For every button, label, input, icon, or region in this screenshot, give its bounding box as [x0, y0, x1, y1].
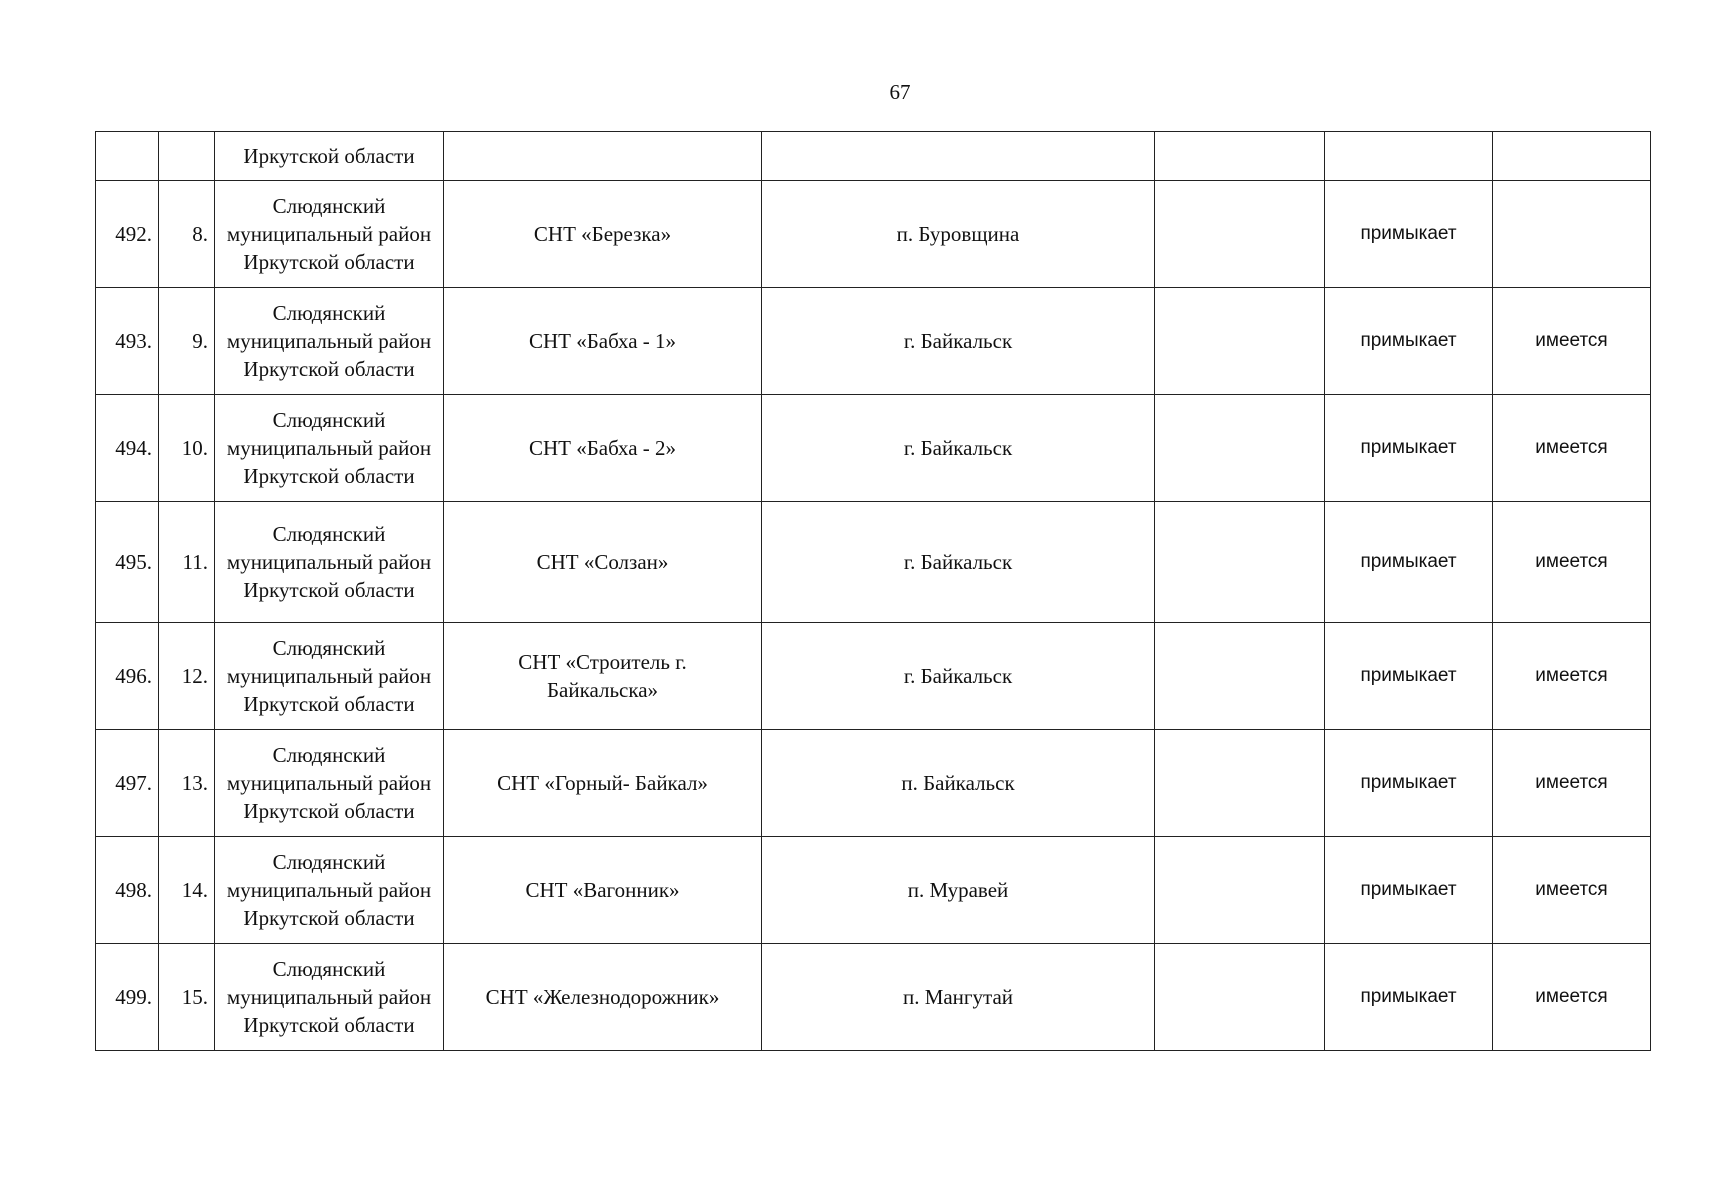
cell-district [215, 730, 444, 837]
cell-name-line: СНТ «Горный- Байкал» [497, 771, 708, 795]
cell-availability: имеется [1493, 288, 1651, 395]
cell-name [444, 730, 762, 837]
cell-name [444, 502, 762, 623]
cell-availability [1493, 181, 1651, 288]
cell-district [215, 837, 444, 944]
registry-table [95, 131, 1651, 1051]
cell-district-line: Иркутской области [243, 799, 415, 823]
page-number: 67 [889, 80, 911, 104]
cell-no: 498. [96, 837, 159, 944]
cell-district [215, 395, 444, 502]
cell-district [215, 502, 444, 623]
cell-index [159, 132, 215, 181]
cell-adjacency: примыкает [1325, 502, 1493, 623]
cell-empty [1155, 502, 1325, 623]
cell-no: 499. [96, 944, 159, 1051]
cell-index: 14. [159, 837, 215, 944]
cell-name [444, 837, 762, 944]
table-row [96, 944, 1651, 1051]
cell-no: 494. [96, 395, 159, 502]
table-row [96, 730, 1651, 837]
cell-empty [1155, 132, 1325, 181]
table-row [96, 502, 1651, 623]
cell-district-line: Иркутской области [243, 906, 415, 930]
cell-place: г. Байкальск [762, 288, 1155, 395]
cell-empty [1155, 730, 1325, 837]
cell-district-line: Слюдянский [272, 522, 386, 546]
cell-empty [1155, 623, 1325, 730]
cell-district: Иркутской области [215, 132, 444, 181]
cell-district [215, 288, 444, 395]
cell-district-line: муниципальный район [226, 985, 432, 1009]
table-row [96, 395, 1651, 502]
cell-district-line: Слюдянский [272, 957, 386, 981]
cell-availability: имеется [1493, 730, 1651, 837]
table-row-continuation [96, 132, 1651, 181]
cell-no: 496. [96, 623, 159, 730]
cell-name [444, 181, 762, 288]
cell-name-line: Байкальска» [546, 678, 659, 702]
cell-place [762, 132, 1155, 181]
cell-adjacency: примыкает [1325, 623, 1493, 730]
cell-name-line: СНТ «Солзан» [536, 550, 669, 574]
cell-place: г. Байкальск [762, 623, 1155, 730]
cell-name-line: СНТ «Бабха - 2» [528, 436, 677, 460]
cell-district-line: Иркутской области [243, 578, 415, 602]
cell-index: 11. [159, 502, 215, 623]
cell-index: 15. [159, 944, 215, 1051]
table-row [96, 181, 1651, 288]
cell-district-line: Слюдянский [272, 408, 386, 432]
cell-adjacency: примыкает [1325, 395, 1493, 502]
cell-district-line: Иркутской области [243, 692, 415, 716]
cell-name-line: СНТ «Вагонник» [525, 878, 680, 902]
cell-no: 497. [96, 730, 159, 837]
cell-place: п. Байкальск [762, 730, 1155, 837]
cell-place: п. Мангутай [762, 944, 1155, 1051]
cell-name-line: СНТ «Строитель г. [518, 650, 687, 674]
cell-availability: имеется [1493, 623, 1651, 730]
cell-name-line: СНТ «Железнодорожник» [485, 985, 720, 1009]
cell-name [444, 623, 762, 730]
cell-district-line: Иркутской области [243, 1013, 415, 1037]
cell-availability: имеется [1493, 944, 1651, 1051]
cell-adjacency: примыкает [1325, 288, 1493, 395]
cell-availability [1493, 132, 1651, 181]
cell-district-line: муниципальный район [226, 436, 432, 460]
cell-district-line: Слюдянский [272, 194, 386, 218]
cell-district-line: Иркутской области [243, 357, 415, 381]
cell-empty [1155, 837, 1325, 944]
cell-district [215, 623, 444, 730]
cell-district-line: муниципальный район [226, 550, 432, 574]
cell-no: 493. [96, 288, 159, 395]
cell-district-line: Слюдянский [272, 636, 386, 660]
cell-district-line: муниципальный район [226, 222, 432, 246]
cell-district-line: Слюдянский [272, 743, 386, 767]
cell-district-line: муниципальный район [226, 878, 432, 902]
cell-name [444, 132, 762, 181]
cell-index: 13. [159, 730, 215, 837]
cell-name-line: СНТ «Березка» [533, 222, 672, 246]
cell-availability: имеется [1493, 395, 1651, 502]
cell-district-line: муниципальный район [226, 771, 432, 795]
cell-place: п. Буровщина [762, 181, 1155, 288]
cell-no: 492. [96, 181, 159, 288]
cell-district-line: Иркутской области [243, 250, 415, 274]
table-row [96, 288, 1651, 395]
cell-name [444, 395, 762, 502]
cell-no: 495. [96, 502, 159, 623]
cell-index: 12. [159, 623, 215, 730]
cell-district [215, 944, 444, 1051]
cell-district-line: Иркутской области [243, 464, 415, 488]
cell-district-line: муниципальный район [226, 329, 432, 353]
cell-empty [1155, 181, 1325, 288]
cell-place: г. Байкальск [762, 502, 1155, 623]
cell-empty [1155, 288, 1325, 395]
registry-body [96, 132, 1651, 1051]
cell-empty [1155, 944, 1325, 1051]
table-row [96, 837, 1651, 944]
cell-district-line: Слюдянский [272, 301, 386, 325]
cell-district-line: Слюдянский [272, 850, 386, 874]
cell-place: п. Муравей [762, 837, 1155, 944]
cell-index: 10. [159, 395, 215, 502]
cell-availability: имеется [1493, 837, 1651, 944]
cell-district [215, 181, 444, 288]
table-row [96, 623, 1651, 730]
cell-adjacency: примыкает [1325, 181, 1493, 288]
cell-index: 9. [159, 288, 215, 395]
cell-availability: имеется [1493, 502, 1651, 623]
cell-adjacency: примыкает [1325, 730, 1493, 837]
cell-name-line: СНТ «Бабха - 1» [528, 329, 677, 353]
cell-adjacency [1325, 132, 1493, 181]
cell-name [444, 944, 762, 1051]
cell-adjacency: примыкает [1325, 837, 1493, 944]
cell-place: г. Байкальск [762, 395, 1155, 502]
cell-name [444, 288, 762, 395]
cell-no [96, 132, 159, 181]
cell-adjacency: примыкает [1325, 944, 1493, 1051]
cell-index: 8. [159, 181, 215, 288]
cell-empty [1155, 395, 1325, 502]
cell-district-line: муниципальный район [226, 664, 432, 688]
